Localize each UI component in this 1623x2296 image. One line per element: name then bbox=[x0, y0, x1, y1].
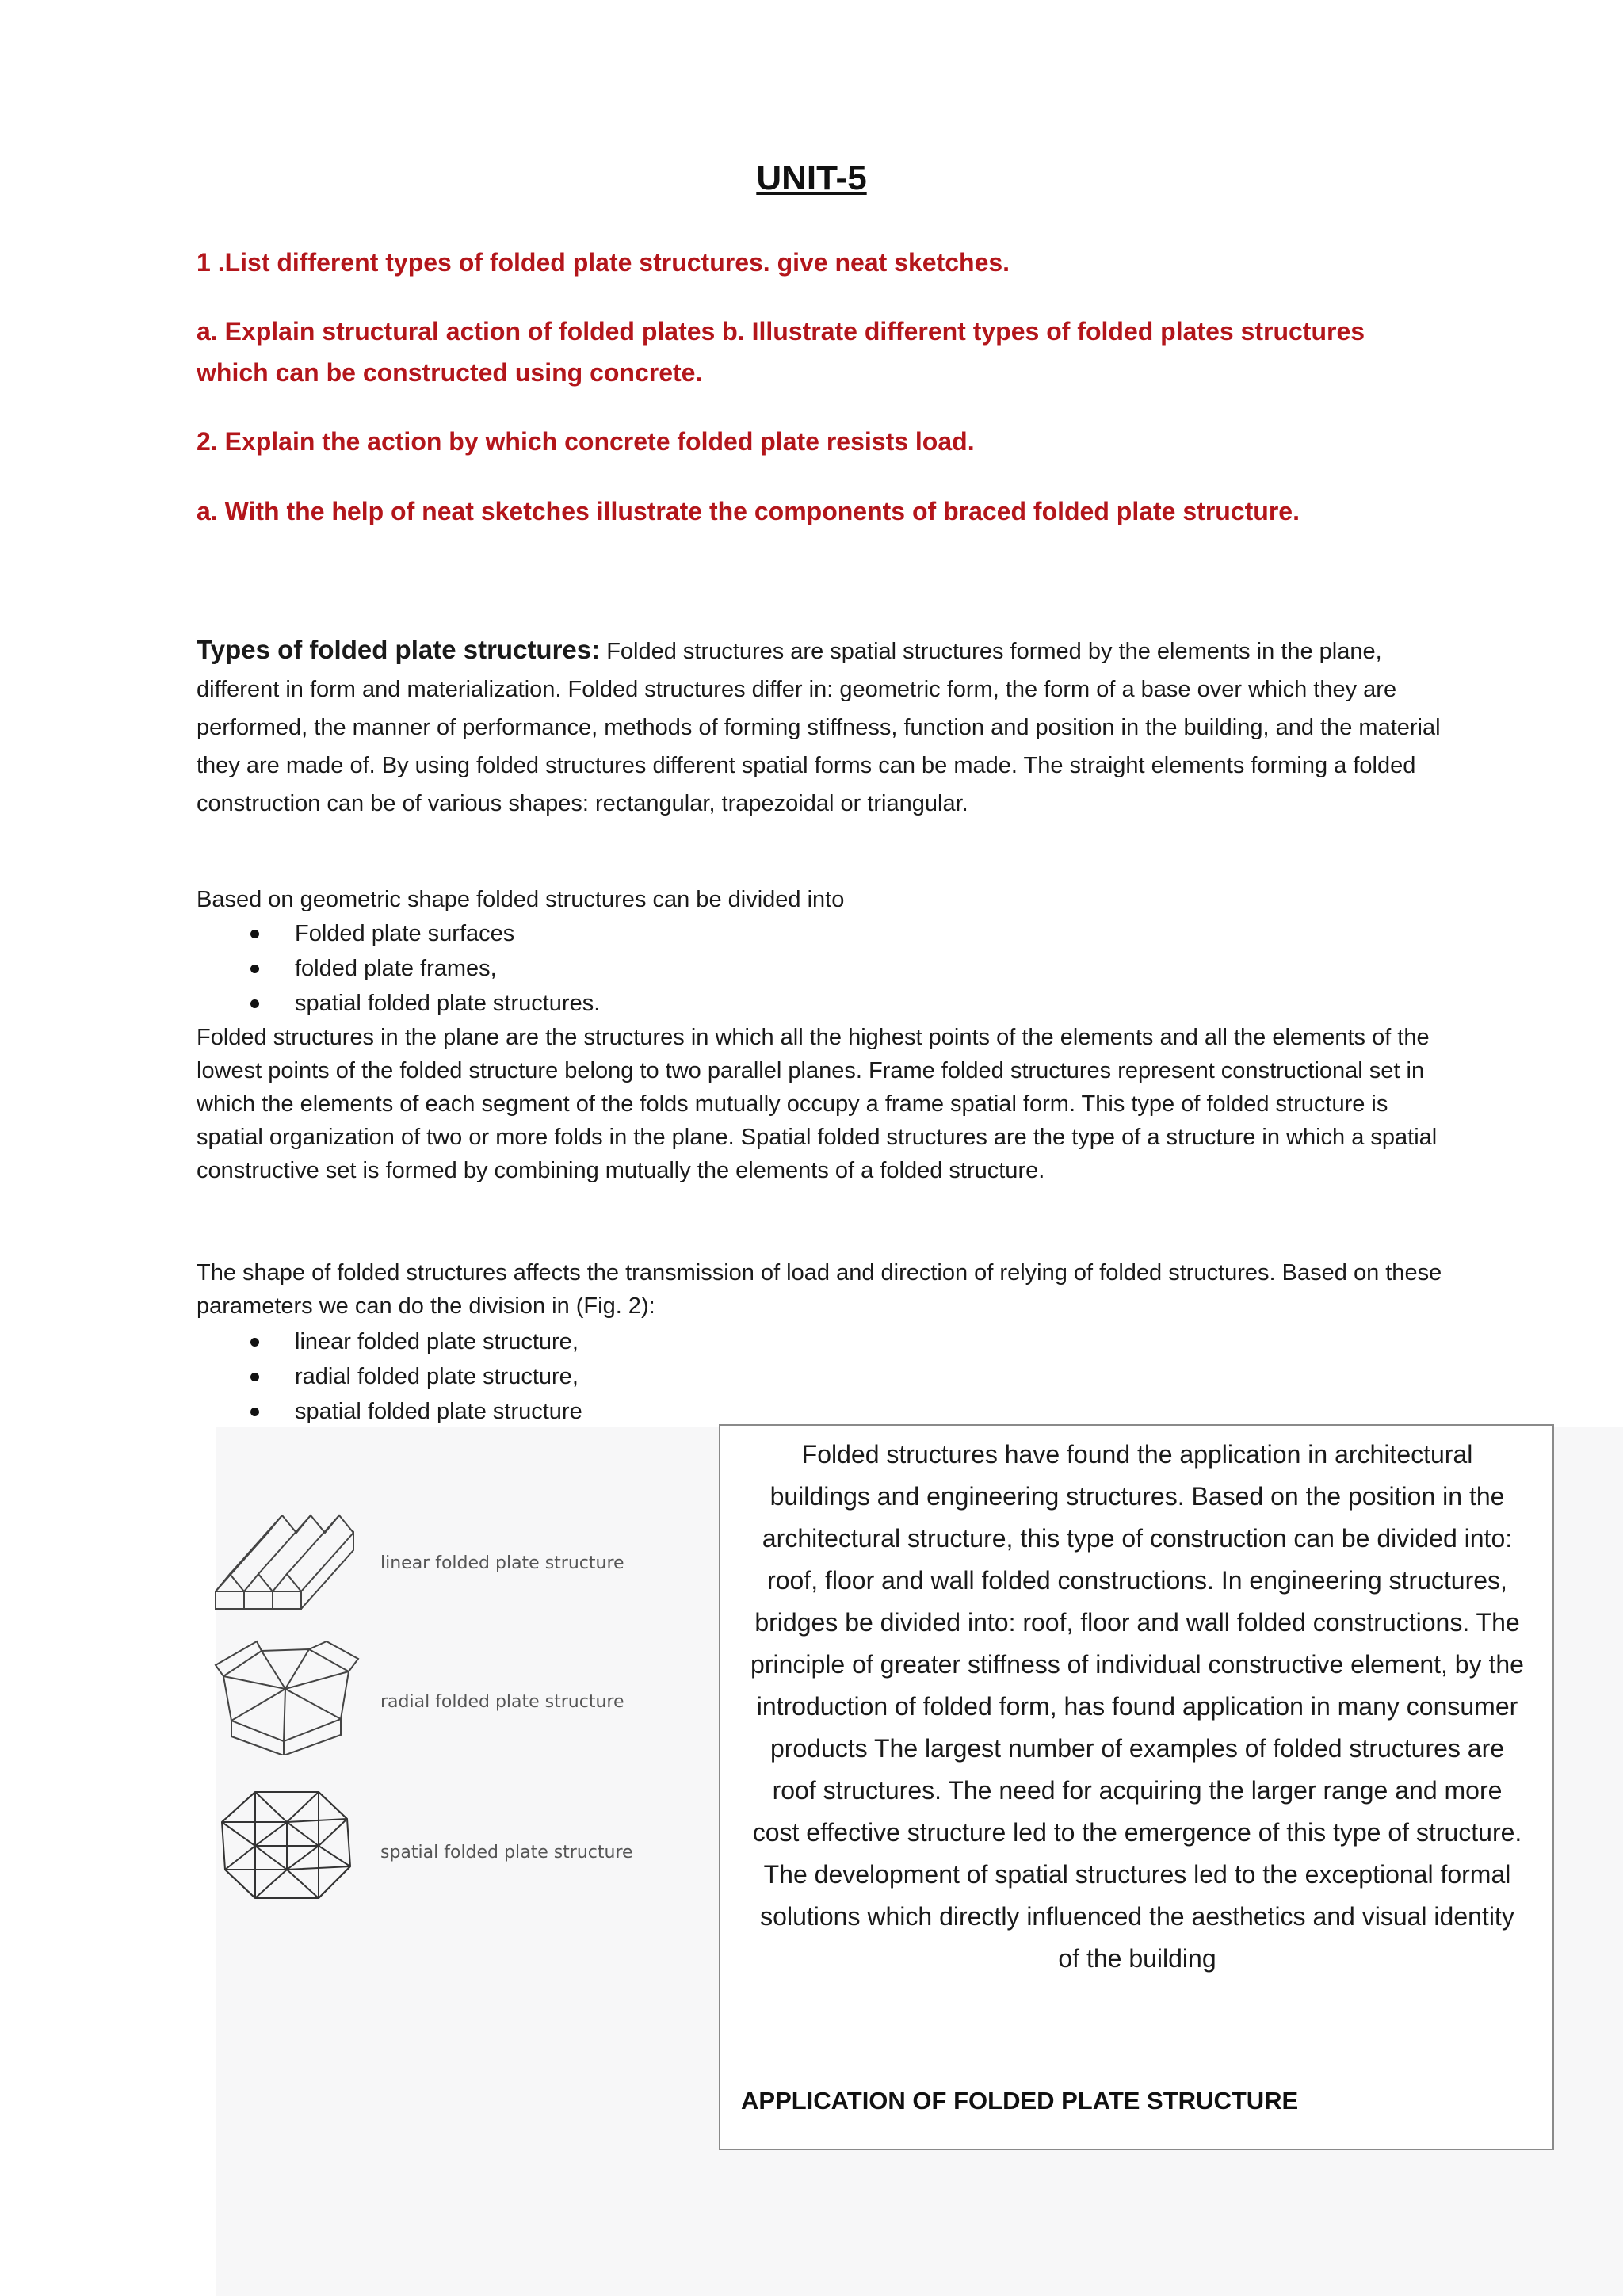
bullet-icon bbox=[250, 1373, 259, 1381]
bullet-icon bbox=[250, 999, 259, 1008]
folded-structures-figure bbox=[208, 1498, 699, 1942]
list-item: radial folded plate structure, bbox=[197, 1359, 910, 1394]
radial-folded-plate-icon bbox=[208, 1637, 366, 1755]
question-2: 2. Explain the action by which concrete folded plate resists load. bbox=[197, 427, 975, 456]
list-item: linear folded plate structure, bbox=[197, 1324, 910, 1359]
types-text: Folded structures are spatial structures formed by the elements in the plane, different in form and materialization. Folded structures differ in: geometric form, the form of a base over which they are performed, the manner of performance, methods of forming stiffness, function and position in the building, and the material they are made of. By using folded structures different spatial forms can be made. The straight elements forming a folded construction can be of various shapes: rectangular, trapezoidal or triangular. bbox=[197, 639, 1441, 816]
geometric-list bbox=[197, 916, 910, 1021]
list-item: spatial folded plate structures. bbox=[197, 986, 910, 1021]
types-heading: Types of folded plate structures: bbox=[197, 635, 601, 664]
application-heading: APPLICATION OF FOLDED PLATE STRUCTURE bbox=[741, 2087, 1299, 2115]
linear-folded-plate-icon bbox=[208, 1498, 366, 1617]
spatial-figure bbox=[208, 1787, 699, 1906]
bullet-icon bbox=[250, 1408, 259, 1416]
spatial-figure-label: spatial folded plate structure bbox=[380, 1843, 633, 1862]
bullet-icon bbox=[250, 1338, 259, 1347]
shape-intro: The shape of folded structures affects the transmission of load and direction of relying of folded structures. Based on these parameters we can do the division in (Fig. 2): bbox=[197, 1260, 1442, 1319]
spatial-folded-plate-icon bbox=[208, 1787, 366, 1906]
shape-list bbox=[197, 1324, 910, 1429]
page-title: UNIT-5 bbox=[756, 159, 867, 197]
linear-figure-label: linear folded plate structure bbox=[380, 1553, 624, 1573]
list-item: folded plate frames, bbox=[197, 951, 910, 986]
question-1a: a. Explain structural action of folded plates b. Illustrate different types of folded plates structures which can be constructed using concrete. bbox=[197, 317, 1365, 387]
geometric-intro: Based on geometric shape folded structures can be divided into bbox=[197, 887, 845, 912]
application-text: Folded structures have found the application in architectural buildings and engineering structures. Based on the position in the architectural structure, this type of construction can be divided into: roof, floor and wall folded constructions. In engineering structures, bridges be divided into: roof, floor and wall folded constructions. The principle of greater stiffness of individual constructive element, by the introduction of folded form, has found application in many consumer products The largest number of examples of folded structures are roof structures. The need for acquiring the larger range and more cost effective structure led to the emergence of this type of structure. The development of spatial structures led to the exceptional formal solutions which directly influenced the aesthetics and visual identity of the building bbox=[750, 1440, 1524, 1973]
application-box bbox=[719, 1424, 1554, 2150]
list-item: spatial folded plate structure bbox=[197, 1394, 910, 1429]
question-2a: a. With the help of neat sketches illustrate the components of braced folded plate structure. bbox=[197, 497, 1300, 525]
bullet-icon bbox=[250, 930, 259, 938]
types-paragraph bbox=[197, 631, 1449, 823]
bullet-icon bbox=[250, 965, 259, 973]
linear-figure bbox=[208, 1498, 699, 1617]
geometric-paragraph: Folded structures in the plane are the structures in which all the highest points of the elements and all the elements of the lowest points of the folded structure belong to two parallel planes. Frame folded structures represent constructional set in which the elements of each segment of the folds mutually occupy a frame spatial form. This type of folded structure is spatial organization of two or more folds in the plane. Spatial folded structures are the type of a structure in which a spatial constructive set is formed by combining mutually the elements of a folded structure. bbox=[197, 1025, 1438, 1183]
list-item: Folded plate surfaces bbox=[197, 916, 910, 951]
question-1: 1 .List different types of folded plate structures. give neat sketches. bbox=[197, 248, 1010, 277]
radial-figure bbox=[208, 1637, 699, 1755]
radial-figure-label: radial folded plate structure bbox=[380, 1692, 624, 1712]
